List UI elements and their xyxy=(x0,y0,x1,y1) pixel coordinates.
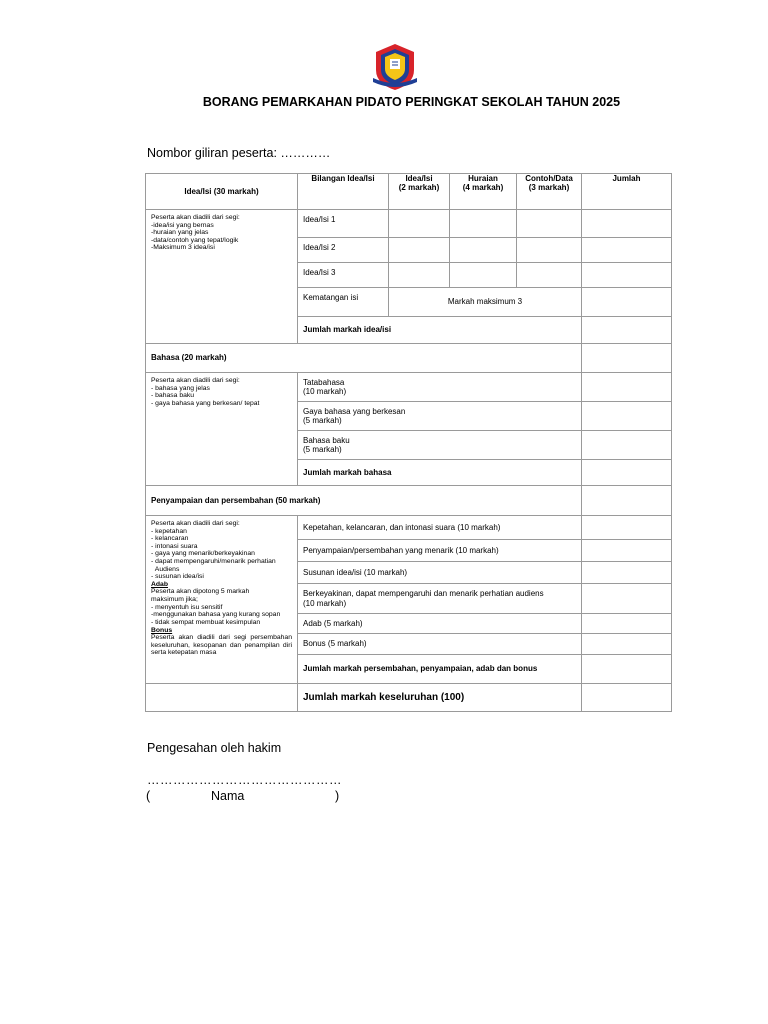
criteria-line: - gaya yang menarik/berkeyakinan xyxy=(151,550,255,558)
jumlah-idea-label: Jumlah markah idea/isi xyxy=(298,317,582,344)
contoh-1-score-cell[interactable] xyxy=(517,210,582,238)
jumlah-1-score-cell[interactable] xyxy=(582,210,672,238)
criteria-line: -menggunakan bahasa yang kurang sopan xyxy=(151,611,281,619)
jumlah-penyampaian-score-cell[interactable] xyxy=(582,655,672,684)
markah-maksimum-note: Markah maksimum 3 xyxy=(389,288,582,317)
bahasa-baku-label: Bahasa baku (5 markah) xyxy=(298,431,582,460)
bahasa-heading: Bahasa (20 markah) xyxy=(146,344,582,373)
huraian-3-score-cell[interactable] xyxy=(450,263,517,288)
jumlah-idea-score-cell[interactable] xyxy=(582,317,672,344)
form-title: BORANG PEMARKAHAN PIDATO PERINGKAT SEKOLAH TAHUN 2025 xyxy=(202,95,621,109)
criteria-line: - kelancaran xyxy=(151,535,189,543)
jumlah-bahasa-label: Jumlah markah bahasa xyxy=(298,460,582,486)
criteria-line: - kepetahan xyxy=(151,527,187,535)
idea-row-3-label: Idea/Isi 3 xyxy=(298,263,389,288)
grand-total-score-cell[interactable] xyxy=(582,684,672,712)
idea-criteria xyxy=(146,210,298,344)
header-huraian: Huraian (4 markah) xyxy=(450,174,517,210)
criteria-line: -Maksimum 3 idea/isi xyxy=(151,244,215,252)
nama-close-bracket: ) xyxy=(335,789,340,803)
kematangan-score-cell[interactable] xyxy=(582,288,672,317)
scoring-table xyxy=(145,173,672,712)
penyampaian-menarik-score-cell[interactable] xyxy=(582,540,672,562)
kepetahan-label: Kepetahan, kelancaran, dan intonasi suara (10 markah) xyxy=(298,516,582,540)
criteria-line: maksimum jika; xyxy=(151,596,198,604)
header-bilangan: Bilangan Idea/Isi xyxy=(298,174,389,210)
huraian-2-score-cell[interactable] xyxy=(450,238,517,263)
idea-1-score-cell[interactable] xyxy=(389,210,450,238)
school-crest-logo xyxy=(370,42,420,92)
header-jumlah: Jumlah xyxy=(582,174,672,210)
idea-3-score-cell[interactable] xyxy=(389,263,450,288)
grand-total-label: Jumlah markah keseluruhan (100) xyxy=(298,684,582,712)
bonus-label: Bonus (5 markah) xyxy=(298,634,582,655)
tatabahasa-label: Tatabahasa (10 markah) xyxy=(298,373,582,402)
bonus-heading: Bonus xyxy=(151,626,173,634)
tatabahasa-score-cell[interactable] xyxy=(582,373,672,402)
jumlah-3-score-cell[interactable] xyxy=(582,263,672,288)
criteria-line: Peserta akan diadili dari segi: xyxy=(151,377,240,384)
penyampaian-heading-blank xyxy=(582,486,672,516)
header-idea-isi: Idea/Isi (2 markah) xyxy=(389,174,450,210)
contoh-2-score-cell[interactable] xyxy=(517,238,582,263)
penyampaian-heading: Penyampaian dan persembahan (50 markah) xyxy=(146,486,582,516)
nama-open-bracket: ( xyxy=(146,789,151,803)
huraian-1-score-cell[interactable] xyxy=(450,210,517,238)
berkeyakinan-label: Berkeyakinan, dapat mempengaruhi dan menarik perhatian audiens (10 markah) xyxy=(298,584,582,614)
kepetahan-score-cell[interactable] xyxy=(582,516,672,540)
criteria-line: - bahasa yang jelas xyxy=(151,384,210,392)
adab-label: Adab (5 markah) xyxy=(298,614,582,634)
berkeyakinan-score-cell[interactable] xyxy=(582,584,672,614)
kematangan-label: Kematangan isi xyxy=(298,288,389,317)
criteria-line: Peserta akan diadili dari segi: xyxy=(151,214,240,221)
adab-heading: Adab xyxy=(151,580,168,588)
adab-score-cell[interactable] xyxy=(582,614,672,634)
idea-row-1-label: Idea/Isi 1 xyxy=(298,210,389,238)
signature-line[interactable]: ……………………………………… xyxy=(147,773,342,787)
criteria-line: -huraian yang jelas xyxy=(151,229,209,237)
jumlah-2-score-cell[interactable] xyxy=(582,238,672,263)
jumlah-penyampaian-label: Jumlah markah persembahan, penyampaian, adab dan bonus xyxy=(298,655,582,684)
nombor-giliran-label: Nombor giliran peserta: ………… xyxy=(147,146,331,160)
bahasa-baku-score-cell[interactable] xyxy=(582,431,672,460)
contoh-3-score-cell[interactable] xyxy=(517,263,582,288)
idea-row-2-label: Idea/Isi 2 xyxy=(298,238,389,263)
criteria-line: - dapat mempengaruhi/menarik perhatian xyxy=(151,558,276,566)
grand-total-blank xyxy=(146,684,298,712)
penyampaian-menarik-label: Penyampaian/persembahan yang menarik (10 markah) xyxy=(298,540,582,562)
bonus-text: Peserta akan diadili dari segi persembahan keseluruhan, kesopanan dan penampilan diri serta ketepatan masa xyxy=(151,634,294,657)
nama-label: Nama xyxy=(211,789,245,803)
criteria-line: - intonasi suara xyxy=(151,542,198,550)
susunan-idea-label: Susunan idea/isi (10 markah) xyxy=(298,562,582,584)
criteria-line: Peserta akan diadili dari segi: xyxy=(151,520,240,527)
penyampaian-criteria xyxy=(146,516,298,684)
criteria-line: - susunan idea/isi xyxy=(151,573,204,581)
header-contoh: Contoh/Data (3 markah) xyxy=(517,174,582,210)
gaya-bahasa-score-cell[interactable] xyxy=(582,402,672,431)
table-header-row xyxy=(146,174,672,210)
bahasa-heading-blank xyxy=(582,344,672,373)
gaya-bahasa-label: Gaya bahasa yang berkesan (5 markah) xyxy=(298,402,582,431)
criteria-line: Audiens xyxy=(151,565,180,573)
susunan-idea-score-cell[interactable] xyxy=(582,562,672,584)
criteria-line: - menyentuh isu sensitif xyxy=(151,603,223,611)
criteria-line: -idea/isi yang bernas xyxy=(151,221,214,229)
bahasa-criteria xyxy=(146,373,298,486)
header-idea: Idea/Isi (30 markah) xyxy=(146,174,298,210)
bonus-score-cell[interactable] xyxy=(582,634,672,655)
criteria-line: - bahasa baku xyxy=(151,392,195,400)
idea-2-score-cell[interactable] xyxy=(389,238,450,263)
criteria-line: - tidak sempat membuat kesimpulan xyxy=(151,618,261,626)
pengesahan-label: Pengesahan oleh hakim xyxy=(147,741,282,755)
criteria-line: -data/contoh yang tepat/logik xyxy=(151,236,239,244)
criteria-line: - gaya bahasa yang berkesan/ tepat xyxy=(151,399,260,407)
jumlah-bahasa-score-cell[interactable] xyxy=(582,460,672,486)
criteria-line: Peserta akan dipotong 5 markah xyxy=(151,588,250,596)
